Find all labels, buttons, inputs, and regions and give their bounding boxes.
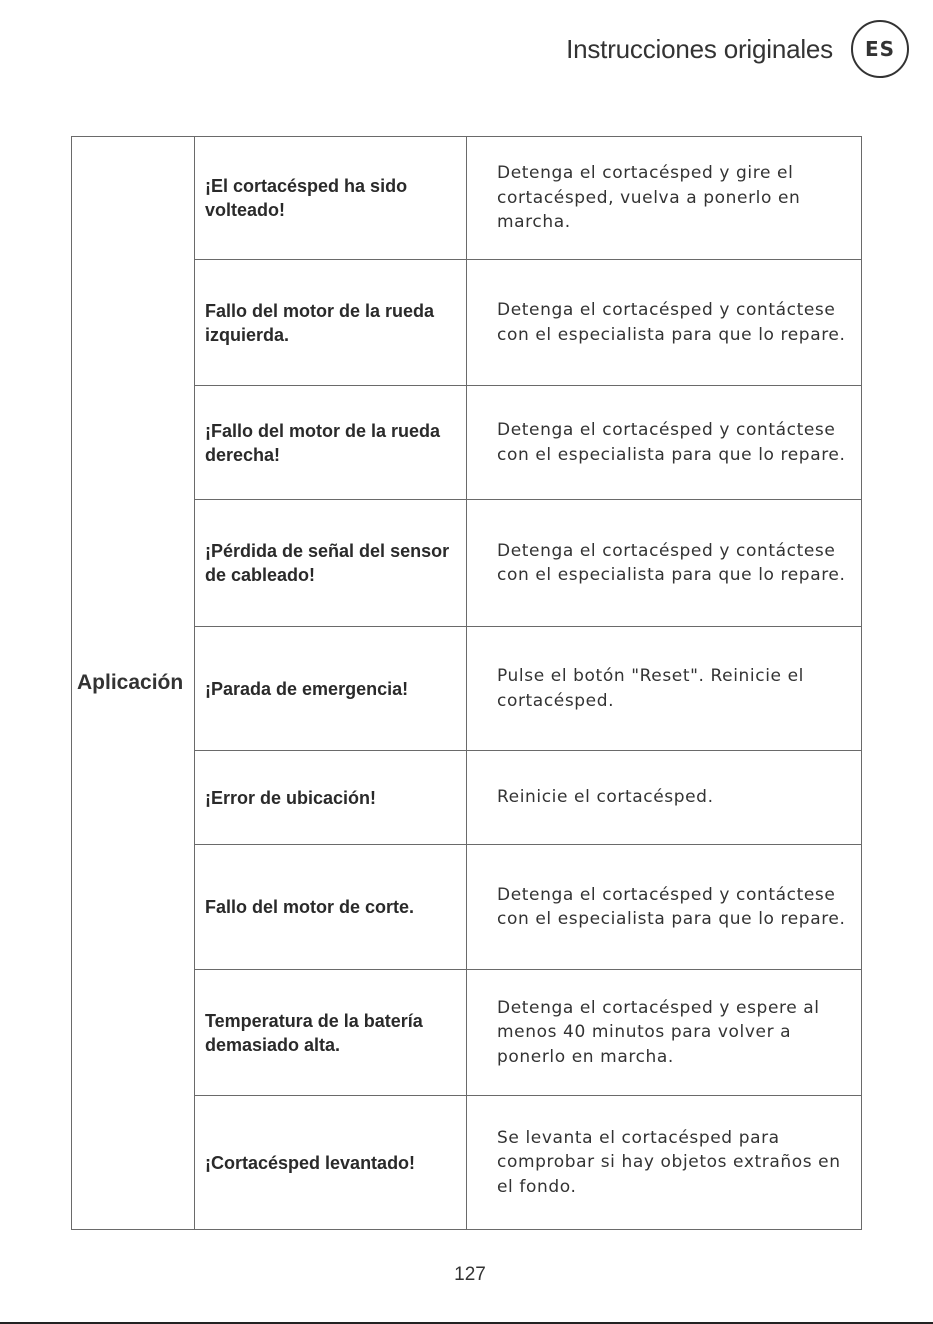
error-action: Pulse el botón "Reset". Reinicie el cortacésped. (467, 627, 862, 751)
error-action: Detenga el cortacésped y gire el cortacésped, vuelva a ponerlo en marcha. (467, 137, 862, 260)
error-message: Fallo del motor de la rueda izquierda. (195, 260, 467, 386)
error-action: Detenga el cortacésped y contáctese con el especialista para que lo repare. (467, 845, 862, 970)
error-action: Se levanta el cortacésped para comprobar si hay objetos extraños en el fondo. (467, 1096, 862, 1230)
category-cell: Aplicación (72, 137, 195, 1230)
error-message: ¡Parada de emergencia! (195, 627, 467, 751)
error-action: Detenga el cortacésped y espere al menos 40 minutos para volver a ponerlo en marcha. (467, 970, 862, 1096)
language-badge: ES (851, 20, 909, 78)
page-header (566, 20, 909, 78)
error-action: Detenga el cortacésped y contáctese con el especialista para que lo repare. (467, 386, 862, 500)
page-number: 127 (454, 1264, 486, 1285)
error-message: ¡El cortacésped ha sido volteado! (195, 137, 467, 260)
error-action: Detenga el cortacésped y contáctese con el especialista para que lo repare. (467, 500, 862, 627)
error-message: Fallo del motor de corte. (195, 845, 467, 970)
header-title: Instrucciones originales (566, 33, 833, 64)
error-action: Detenga el cortacésped y contáctese con el especialista para que lo repare. (467, 260, 862, 386)
error-message: ¡Pérdida de señal del sensor de cableado! (195, 500, 467, 627)
error-message: ¡Cortacésped levantado! (195, 1096, 467, 1230)
error-message: ¡Error de ubicación! (195, 751, 467, 845)
error-action: Reinicie el cortacésped. (467, 751, 862, 845)
error-message: ¡Fallo del motor de la rueda derecha! (195, 386, 467, 500)
error-table (71, 136, 862, 1230)
error-message: Temperatura de la batería demasiado alta. (195, 970, 467, 1096)
table-row (72, 137, 862, 260)
